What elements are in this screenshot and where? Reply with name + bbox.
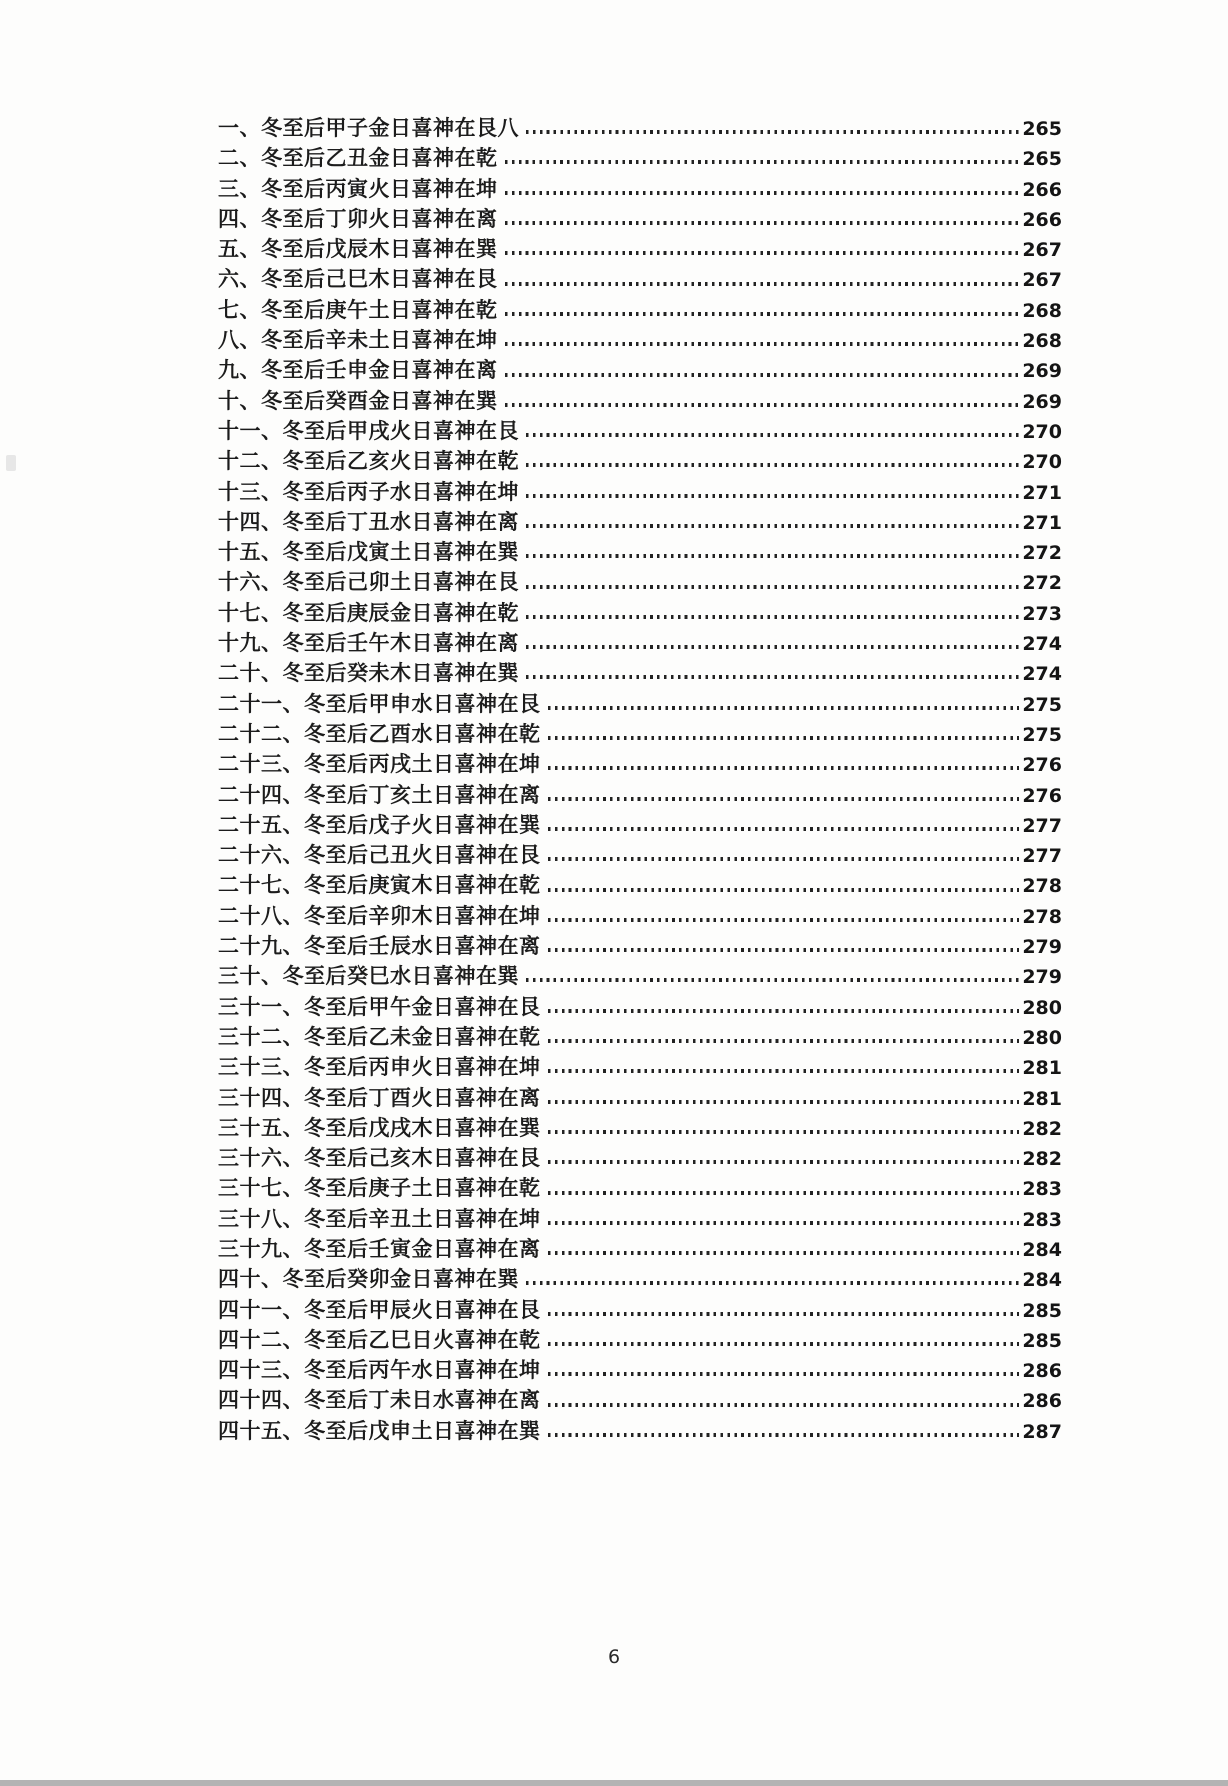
- toc-entry-title: 三十六、冬至后己亥木日喜神在艮: [218, 1145, 541, 1171]
- toc-entry-title: 四十四、冬至后丁未日水喜神在离: [218, 1387, 541, 1413]
- toc-dot-leader: [505, 342, 1020, 346]
- toc-entry-title: 十六、冬至后己卯土日喜神在艮: [218, 569, 519, 595]
- toc-entry-title: 二十六、冬至后己丑火日喜神在艮: [218, 842, 541, 868]
- toc-dot-leader: [548, 1039, 1020, 1043]
- toc-entry-page: 285: [1022, 1299, 1062, 1322]
- toc-entry: [218, 1021, 1062, 1051]
- toc-entry-page: 270: [1022, 420, 1062, 443]
- toc-entry: [218, 1294, 1062, 1324]
- toc-dot-leader: [526, 1281, 1019, 1285]
- toc-entry: [218, 688, 1062, 718]
- toc-dot-leader: [548, 888, 1020, 892]
- toc-entry-page: 286: [1022, 1390, 1062, 1413]
- toc-entry: [218, 597, 1062, 627]
- toc-dot-leader: [505, 251, 1020, 255]
- toc-entry: [218, 718, 1062, 748]
- toc-dot-leader: [505, 191, 1020, 195]
- toc-entry-page: 281: [1022, 1057, 1062, 1080]
- toc-entry: [218, 1324, 1062, 1354]
- toc-entry-page: 267: [1022, 269, 1062, 292]
- toc-entry-title: 三十二、冬至后乙未金日喜神在乾: [218, 1023, 541, 1049]
- toc-entry-title: 四、冬至后丁卯火日喜神在离: [218, 205, 498, 231]
- footer-page-number: 6: [607, 1646, 621, 1668]
- toc-dot-leader: [548, 1342, 1020, 1346]
- toc-dot-leader: [526, 675, 1019, 679]
- toc-entry-title: 二十三、冬至后丙戌土日喜神在坤: [218, 751, 541, 777]
- toc-dot-leader: [548, 827, 1020, 831]
- toc-entry-title: 四十二、冬至后乙巳日火喜神在乾: [218, 1326, 541, 1352]
- toc-entry: [218, 1203, 1062, 1233]
- toc-entry: [218, 203, 1062, 233]
- toc-entry-title: 二十五、冬至后戊子火日喜神在巽: [218, 811, 541, 837]
- toc-entry-title: 一、冬至后甲子金日喜神在艮八: [218, 115, 519, 140]
- toc-dot-leader: [548, 1372, 1020, 1376]
- scan-artifact: [6, 455, 16, 471]
- toc-entry: [218, 930, 1062, 960]
- toc-entry-title: 二十二、冬至后乙酉水日喜神在乾: [218, 720, 541, 746]
- toc-entry: [218, 779, 1062, 809]
- toc-dot-leader: [505, 221, 1020, 225]
- toc-entry-page: 286: [1022, 1360, 1062, 1383]
- toc-dot-leader: [526, 554, 1019, 558]
- toc-entry-page: 271: [1022, 481, 1062, 504]
- toc-entry: [218, 869, 1062, 899]
- toc-dot-leader: [548, 1221, 1020, 1225]
- toc-dot-leader: [548, 1130, 1020, 1134]
- toc-entry-title: 八、冬至后辛未土日喜神在坤: [218, 327, 498, 353]
- toc-entry-title: 十二、冬至后乙亥火日喜神在乾: [218, 448, 519, 474]
- toc-entry-title: 四十三、冬至后丙午水日喜神在坤: [218, 1357, 541, 1383]
- toc-entry-page: 277: [1022, 814, 1062, 837]
- toc-entry-page: 279: [1022, 966, 1062, 989]
- toc-entry: [218, 324, 1062, 354]
- toc-entry-page: 287: [1022, 1420, 1062, 1443]
- toc-entry-page: 282: [1022, 1117, 1062, 1140]
- toc-entry-title: 三十八、冬至后辛丑土日喜神在坤: [218, 1205, 541, 1231]
- toc-dot-leader: [548, 1251, 1020, 1255]
- toc-entry-page: 275: [1022, 723, 1062, 746]
- toc-entry: [218, 627, 1062, 657]
- toc-entry-page: 275: [1022, 693, 1062, 716]
- toc-entry-title: 三十一、冬至后甲午金日喜神在艮: [218, 993, 541, 1019]
- toc-entry-page: 265: [1022, 148, 1062, 171]
- toc-entry-title: 二十九、冬至后壬辰水日喜神在离: [218, 933, 541, 959]
- toc-entry-title: 十七、冬至后庚辰金日喜神在乾: [218, 599, 519, 625]
- toc-entry-page: 272: [1022, 542, 1062, 565]
- toc-entry: [218, 1384, 1062, 1414]
- toc-dot-leader: [548, 1100, 1020, 1104]
- toc-entry: [218, 506, 1062, 536]
- toc-entry-title: 三、冬至后丙寅火日喜神在坤: [218, 175, 498, 201]
- toc-entry-page: 270: [1022, 451, 1062, 474]
- toc-entry-page: 277: [1022, 845, 1062, 868]
- toc-entry-title: 二十七、冬至后庚寅木日喜神在乾: [218, 872, 541, 898]
- toc-dot-leader: [526, 130, 1019, 134]
- toc-entry: [218, 415, 1062, 445]
- toc-dot-leader: [548, 1009, 1020, 1013]
- toc-entry-page: 274: [1022, 663, 1062, 686]
- toc-entry-title: 十四、冬至后丁丑水日喜神在离: [218, 508, 519, 534]
- toc-dot-leader: [505, 373, 1020, 377]
- toc-entry: [218, 263, 1062, 293]
- toc-entry: [218, 1263, 1062, 1293]
- toc-entry-page: 283: [1022, 1208, 1062, 1231]
- toc-entry-page: 274: [1022, 633, 1062, 656]
- toc-entry-page: 268: [1022, 330, 1062, 353]
- toc-entry-page: 278: [1022, 875, 1062, 898]
- toc-dot-leader: [505, 403, 1020, 407]
- toc-entry-page: 276: [1022, 754, 1062, 777]
- toc-entry-page: 266: [1022, 208, 1062, 231]
- toc-entry-title: 三十七、冬至后庚子土日喜神在乾: [218, 1175, 541, 1201]
- toc-list: [218, 112, 1062, 1445]
- toc-entry-title: 十一、冬至后甲戌火日喜神在艮: [218, 417, 519, 443]
- toc-dot-leader: [548, 706, 1020, 710]
- toc-entry-title: 二十四、冬至后丁亥土日喜神在离: [218, 781, 541, 807]
- toc-entry-page: 284: [1022, 1238, 1062, 1261]
- toc-entry-title: 三十三、冬至后丙申火日喜神在坤: [218, 1054, 541, 1080]
- toc-entry: [218, 1082, 1062, 1112]
- toc-entry-page: 273: [1022, 602, 1062, 625]
- toc-dot-leader: [548, 857, 1020, 861]
- toc-entry-title: 五、冬至后戊辰木日喜神在巽: [218, 236, 498, 262]
- toc-entry-title: 二十一、冬至后甲申水日喜神在艮: [218, 690, 541, 716]
- toc-entry-page: 272: [1022, 572, 1062, 595]
- toc-entry: [218, 1172, 1062, 1202]
- toc-entry-page: 281: [1022, 1087, 1062, 1110]
- toc-dot-leader: [526, 585, 1019, 589]
- toc-entry-title: 七、冬至后庚午土日喜神在乾: [218, 296, 498, 322]
- toc-entry-page: 276: [1022, 784, 1062, 807]
- toc-entry: [218, 1112, 1062, 1142]
- toc-entry-page: 278: [1022, 905, 1062, 928]
- toc-dot-leader: [526, 433, 1019, 437]
- toc-dot-leader: [526, 494, 1019, 498]
- toc-dot-leader: [548, 766, 1020, 770]
- toc-entry-page: 280: [1022, 996, 1062, 1019]
- toc-entry-title: 四十一、冬至后甲辰火日喜神在艮: [218, 1296, 541, 1322]
- toc-entry: [218, 112, 1062, 142]
- toc-entry-title: 十五、冬至后戊寅土日喜神在巽: [218, 539, 519, 565]
- toc-entry: [218, 748, 1062, 778]
- toc-dot-leader: [548, 948, 1020, 952]
- toc-dot-leader: [548, 1403, 1020, 1407]
- toc-dot-leader: [548, 918, 1020, 922]
- toc-entry-page: 279: [1022, 936, 1062, 959]
- toc-dot-leader: [505, 312, 1020, 316]
- toc-entry: [218, 294, 1062, 324]
- toc-entry-title: 二十、冬至后癸未木日喜神在巽: [218, 660, 519, 686]
- bottom-scan-edge-bar: [0, 1780, 1228, 1786]
- toc-entry: [218, 445, 1062, 475]
- toc-entry-page: 269: [1022, 360, 1062, 383]
- toc-entry-page: 267: [1022, 239, 1062, 262]
- toc-entry-title: 四十、冬至后癸卯金日喜神在巽: [218, 1266, 519, 1292]
- toc-entry-page: 266: [1022, 178, 1062, 201]
- toc-entry: [218, 960, 1062, 990]
- toc-entry: [218, 385, 1062, 415]
- toc-entry-title: 四十五、冬至后戊申土日喜神在巽: [218, 1417, 541, 1443]
- toc-dot-leader: [548, 1160, 1020, 1164]
- toc-entry-page: 285: [1022, 1329, 1062, 1352]
- toc-dot-leader: [548, 1069, 1020, 1073]
- toc-entry: [218, 142, 1062, 172]
- toc-entry-page: 265: [1022, 118, 1062, 140]
- toc-entry-title: 三十四、冬至后丁酉火日喜神在离: [218, 1084, 541, 1110]
- toc-entry-title: 三十五、冬至后戊戌木日喜神在巽: [218, 1114, 541, 1140]
- toc-entry-page: 284: [1022, 1269, 1062, 1292]
- toc-dot-leader: [548, 1312, 1020, 1316]
- toc-entry: [218, 354, 1062, 384]
- toc-entry-title: 十三、冬至后丙子水日喜神在坤: [218, 478, 519, 504]
- toc-dot-leader: [526, 615, 1019, 619]
- toc-entry: [218, 536, 1062, 566]
- toc-entry: [218, 566, 1062, 596]
- toc-dot-leader: [526, 524, 1019, 528]
- toc-entry-page: 269: [1022, 390, 1062, 413]
- toc-entry: [218, 900, 1062, 930]
- toc-entry: [218, 1142, 1062, 1172]
- toc-entry-page: 283: [1022, 1178, 1062, 1201]
- toc-entry-title: 六、冬至后己巳木日喜神在艮: [218, 266, 498, 292]
- toc-entry: [218, 233, 1062, 263]
- toc-entry: [218, 1051, 1062, 1081]
- toc-entry: [218, 809, 1062, 839]
- toc-entry-page: 268: [1022, 299, 1062, 322]
- toc-entry: [218, 991, 1062, 1021]
- toc-dot-leader: [505, 160, 1020, 164]
- toc-dot-leader: [526, 463, 1019, 467]
- toc-entry-title: 三十、冬至后癸巳水日喜神在巽: [218, 963, 519, 989]
- toc-dot-leader: [526, 645, 1019, 649]
- toc-entry: [218, 1354, 1062, 1384]
- toc-entry: [218, 839, 1062, 869]
- toc-entry-page: 280: [1022, 1026, 1062, 1049]
- toc-entry-title: 二十八、冬至后辛卯木日喜神在坤: [218, 902, 541, 928]
- toc-entry-page: 282: [1022, 1148, 1062, 1171]
- toc-entry-title: 三十九、冬至后壬寅金日喜神在离: [218, 1235, 541, 1261]
- toc-dot-leader: [526, 978, 1019, 982]
- toc-dot-leader: [548, 797, 1020, 801]
- toc-dot-leader: [505, 282, 1020, 286]
- toc-entry: [218, 1233, 1062, 1263]
- toc-entry: [218, 476, 1062, 506]
- toc-entry-page: 271: [1022, 511, 1062, 534]
- toc-dot-leader: [548, 1191, 1020, 1195]
- toc-entry: [218, 657, 1062, 687]
- toc-entry-title: 十、冬至后癸酉金日喜神在巽: [218, 387, 498, 413]
- toc-entry-title: 九、冬至后壬申金日喜神在离: [218, 357, 498, 383]
- toc-dot-leader: [548, 1433, 1020, 1437]
- toc-entry: [218, 173, 1062, 203]
- toc-entry: [218, 1415, 1062, 1445]
- toc-entry-title: 二、冬至后乙丑金日喜神在乾: [218, 145, 498, 171]
- toc-dot-leader: [548, 736, 1020, 740]
- toc-entry-title: 十九、冬至后壬午木日喜神在离: [218, 630, 519, 656]
